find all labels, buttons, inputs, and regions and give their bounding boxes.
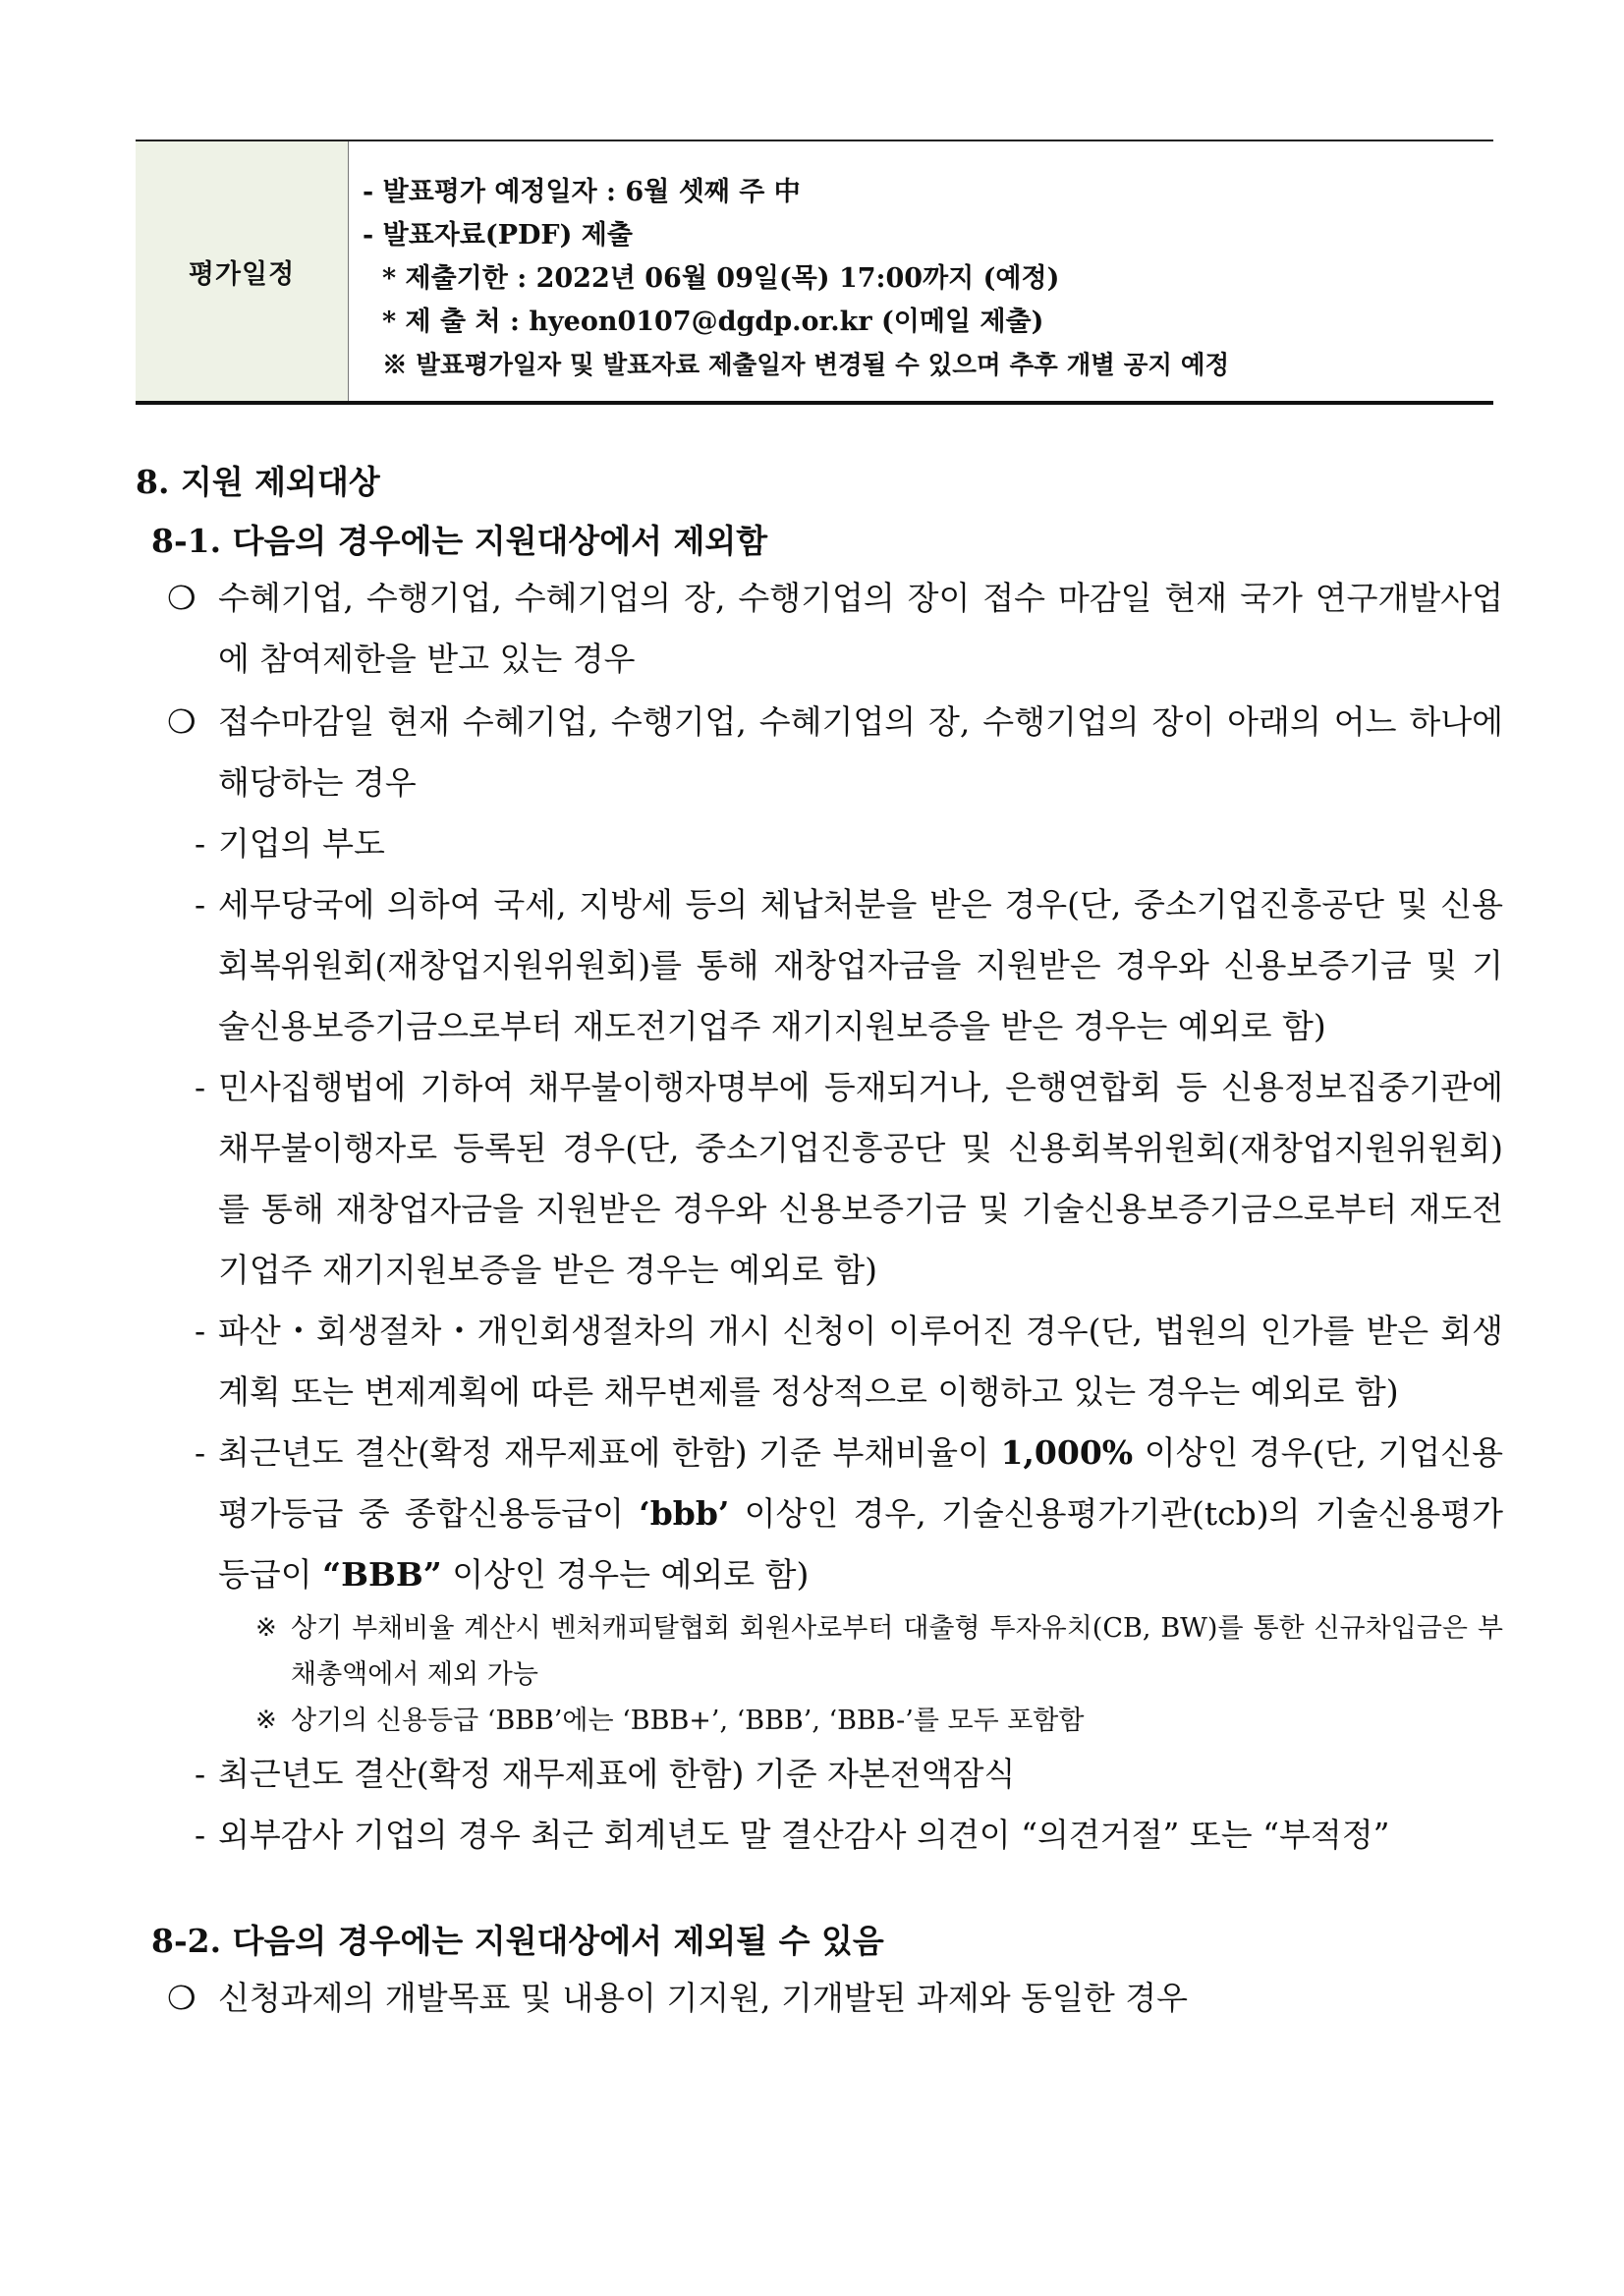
sub-list-item-text: 파산・회생절차・개인회생절차의 개시 신청이 이루어진 경우(단, 법원의 인가를 받은 회생계획 또는 변제계획에 따른 채무변제를 정상적으로 이행하고 있는 경우는 예외로 함) [218,1312,1503,1411]
dash-marker: - [195,1755,206,1793]
list-item [136,568,1503,690]
sub-list-item [136,1805,1503,1866]
reference-mark-icon: ※ [255,1613,277,1643]
dash-marker: - [195,1816,206,1854]
list-item-text: 접수마감일 현재 수혜기업, 수행기업, 수혜기업의 장, 수행기업의 장이 아래의 어느 하나에 해당하는 경우 [218,702,1503,802]
dash-marker: - [195,885,206,924]
tech-grade-bbb: “BBB” [322,1555,442,1594]
schedule-label-cell: 평가일정 [136,141,349,401]
sub-list-item-text: 세무당국에 의하여 국세, 지방세 등의 체납처분을 받은 경우(단, 중소기업진흥공단 및 신용회복위원회(재창업지원위원회)를 통해 재창업자금을 지원받은 경우와 신용보증기금 및 기술신용보증기금으로부터 재도전기업주 재기지원보증을 받은 경우는 예외로 함) [218,885,1503,1045]
schedule-line-submit-pdf: - 발표자료(PDF) 제출 [363,220,633,251]
note-item [136,1698,1503,1744]
sub-list-item-text: 민사집행법에 기하여 채무불이행자명부에 등재되거나, 은행연합회 등 신용정보집중기관에 채무불이행자로 등록된 경우(단, 중소기업진흥공단 및 신용회복위원회(재창업지원위원회)를 통해 재창업자금을 지원받은 경우와 신용보증기금 및 기술신용보증기금으로부터 재도전기업주 재기지원보증을 받은 경우는 예외로 함) [218,1068,1503,1289]
sub-list-item-text: 외부감사 기업의 경우 최근 회계년도 말 결산감사 의견이 “의견거절” 또는 “부적정” [218,1816,1390,1854]
sub-list-item [136,813,1503,874]
debt-text-mid2: 이상인 경우, 기술신용평가기관(tcb)의 기술신용평가 등급이 [218,1494,1503,1594]
schedule-line-presentation-date: - 발표평가 예정일자 : 6월 셋째 주 中 [363,177,801,207]
schedule-line-notice: ※ 발표평가일자 및 발표자료 제출일자 변경될 수 있으며 추후 개별 공지 예정 [382,351,1230,380]
reference-mark-icon: ※ [255,1706,277,1735]
exclusion-section [136,458,1503,2029]
debt-text-mid1: 이상인 경우(단, 기업신용평가등급 중 종합신용등급이 [218,1433,1503,1533]
sub-list-item [136,1301,1503,1423]
sub-list-item-debt-ratio [136,1423,1503,1605]
sub-list-item [136,1744,1503,1805]
sub-list-item-text: 최근년도 결산(확정 재무제표에 한함) 기준 자본전액잠식 [218,1755,1016,1793]
subsection-8-2-title: 8-2. 다음의 경우에는 지원대상에서 제외될 수 있음 [151,1922,884,1960]
note-text: 상기의 신용등급 ‘BBB’에는 ‘BBB+’, ‘BBB’, ‘BBB-’를 모두 포함함 [291,1706,1085,1736]
debt-ratio-value: 1,000% [1000,1433,1134,1472]
debt-text-pre: 최근년도 결산(확정 재무제표에 한함) 기준 부채비율이 [218,1433,1001,1472]
dash-marker: - [195,1068,206,1106]
list-item-text: 수혜기업, 수행기업, 수혜기업의 장, 수행기업의 장이 접수 마감일 현재 국가 연구개발사업에 참여제한을 받고 있는 경우 [218,579,1503,678]
section-title: 8. 지원 제외대상 [136,463,380,501]
credit-grade-bbb: ‘bbb’ [639,1494,730,1533]
sub-list-item [136,874,1503,1057]
dash-marker: - [195,1312,206,1350]
list-item [136,1968,1503,2029]
debt-text-post: 이상인 경우는 예외로 함) [441,1555,810,1594]
circle-bullet-icon: ❍ [167,579,196,617]
sub-list-item-text: 기업의 부도 [218,824,385,863]
dash-marker: - [195,1433,206,1472]
dash-marker: - [195,824,206,863]
note-text: 상기 부채비율 계산시 벤처캐피탈협회 회원사로부터 대출형 투자유치(CB, BW)를 통한 신규차입금은 부채총액에서 제외 가능 [291,1613,1503,1690]
sub-list-item [136,1057,1503,1301]
schedule-line-submit-email: * 제 출 처 : hyeon0107@dgdp.or.kr (이메일 제출) [382,307,1044,337]
schedule-content-cell [349,141,1493,401]
subsection-8-1-title: 8-1. 다음의 경우에는 지원대상에서 제외함 [151,522,768,560]
note-item [136,1605,1503,1698]
list-item-text: 신청과제의 개발목표 및 내용이 기지원, 기개발된 과제와 동일한 경우 [218,1979,1188,2017]
circle-bullet-icon: ❍ [167,1979,196,2017]
evaluation-schedule-table [136,140,1493,405]
schedule-line-deadline: * 제출기한 : 2022년 06월 09일(목) 17:00까지 (예정) [382,263,1060,294]
list-item [136,692,1503,813]
circle-bullet-icon: ❍ [167,702,196,741]
